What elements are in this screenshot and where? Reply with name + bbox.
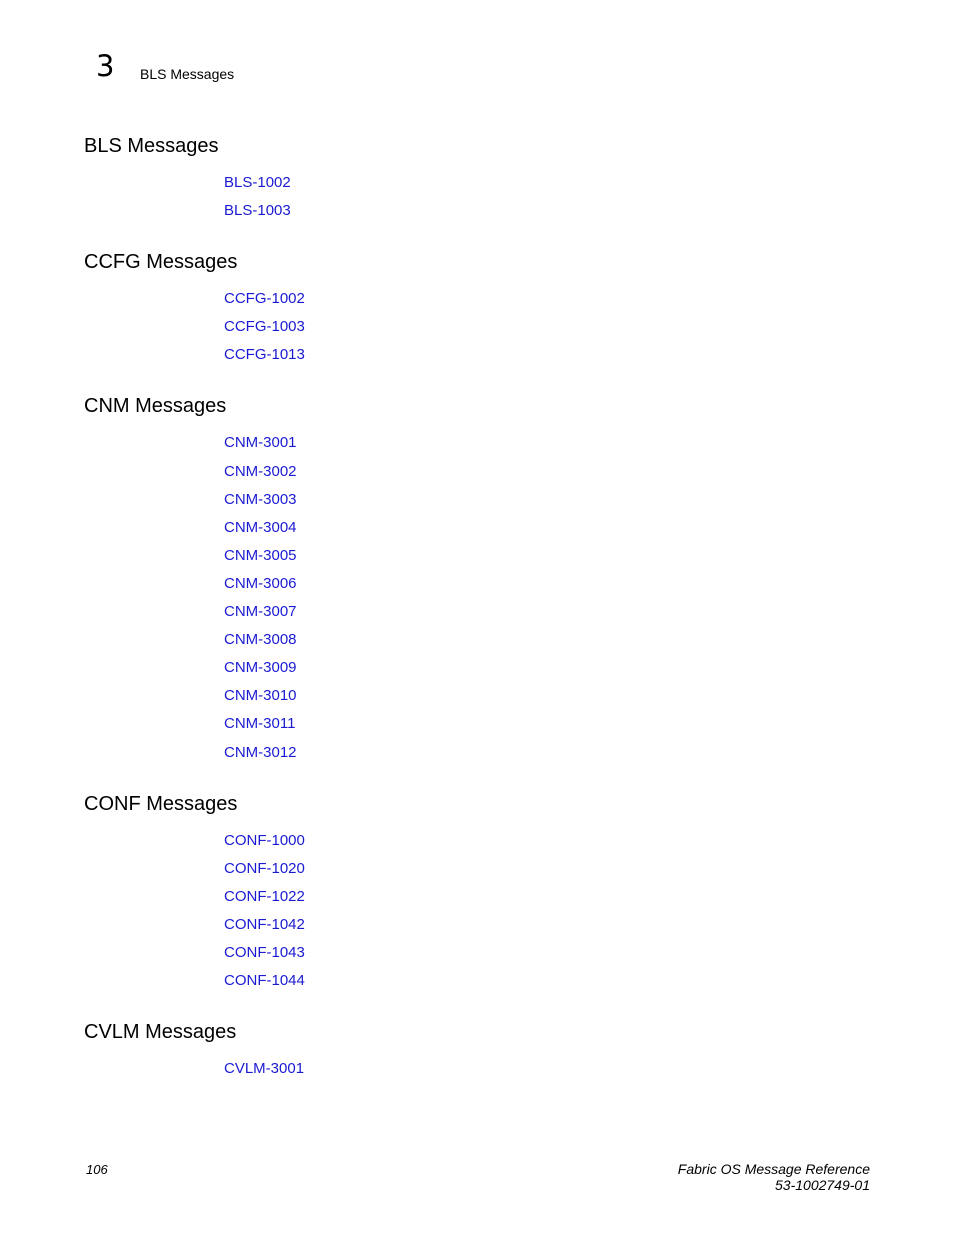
message-link[interactable]: CONF-1043: [224, 943, 305, 961]
list-item: [224, 547, 884, 575]
message-link-list: [84, 290, 884, 374]
running-header: BLS Messages: [140, 66, 235, 82]
message-link[interactable]: BLS-1002: [224, 174, 291, 191]
list-item: [224, 715, 884, 743]
message-link[interactable]: CNM-3010: [224, 687, 297, 705]
message-link[interactable]: CNM-3012: [224, 743, 297, 761]
message-section: [84, 246, 884, 374]
message-link[interactable]: CCFG-1013: [224, 346, 305, 364]
footer-doc-title: Fabric OS Message Reference: [677, 1161, 870, 1177]
message-link[interactable]: CCFG-1002: [224, 290, 305, 308]
message-link[interactable]: CNM-3011: [224, 715, 296, 733]
list-item: [224, 687, 884, 715]
list-item: [224, 202, 884, 230]
message-section: [84, 788, 884, 1001]
message-link-list: [84, 174, 884, 230]
list-item: [224, 832, 884, 860]
message-link[interactable]: CNM-3007: [224, 603, 297, 621]
message-section: [84, 390, 884, 771]
list-item: [224, 1060, 884, 1088]
list-item: [224, 575, 884, 603]
list-item: [224, 603, 884, 631]
message-index: [84, 130, 884, 1088]
list-item: [224, 519, 884, 547]
section-heading: CCFG Messages: [84, 251, 238, 274]
list-item: [224, 944, 884, 972]
message-link[interactable]: CONF-1000: [224, 831, 305, 849]
list-item: [224, 744, 884, 772]
message-link[interactable]: CNM-3003: [224, 490, 297, 508]
message-link-list: [84, 832, 884, 1001]
chapter-number: 3: [96, 49, 115, 83]
list-item: [224, 888, 884, 916]
footer-doc-number: 53-1002749-01: [775, 1177, 870, 1193]
message-link[interactable]: CONF-1044: [224, 972, 305, 990]
message-link[interactable]: CONF-1020: [224, 859, 305, 877]
message-link[interactable]: CCFG-1003: [224, 318, 305, 336]
list-item: [224, 290, 884, 318]
message-link[interactable]: CNM-3001: [224, 434, 297, 452]
message-link-list: [84, 1060, 884, 1088]
list-item: [224, 346, 884, 374]
section-heading: CVLM Messages: [84, 1021, 237, 1044]
section-heading: CONF Messages: [84, 792, 238, 815]
list-item: [224, 174, 884, 202]
message-section: [84, 130, 884, 230]
message-link[interactable]: CNM-3002: [224, 462, 297, 480]
section-heading: BLS Messages: [84, 135, 219, 157]
list-item: [224, 491, 884, 519]
message-link[interactable]: CONF-1042: [224, 915, 305, 933]
list-item: [224, 860, 884, 888]
footer-doc-info: [678, 1161, 870, 1193]
message-section: [84, 1016, 884, 1088]
list-item: [224, 463, 884, 491]
list-item: [224, 631, 884, 659]
page-number: 106: [86, 1162, 108, 1177]
message-link[interactable]: BLS-1003: [224, 202, 291, 220]
list-item: [224, 972, 884, 1000]
message-link[interactable]: CNM-3004: [224, 518, 297, 536]
message-link[interactable]: CVLM-3001: [224, 1060, 305, 1078]
message-link[interactable]: CNM-3008: [224, 631, 297, 649]
message-link[interactable]: CONF-1022: [224, 887, 305, 905]
message-link-list: [84, 434, 884, 771]
message-link[interactable]: CNM-3009: [224, 659, 297, 677]
message-link[interactable]: CNM-3005: [224, 546, 297, 564]
list-item: [224, 916, 884, 944]
list-item: [224, 318, 884, 346]
list-item: [224, 434, 884, 462]
message-link[interactable]: CNM-3006: [224, 574, 297, 592]
section-heading: CNM Messages: [84, 395, 227, 418]
list-item: [224, 659, 884, 687]
